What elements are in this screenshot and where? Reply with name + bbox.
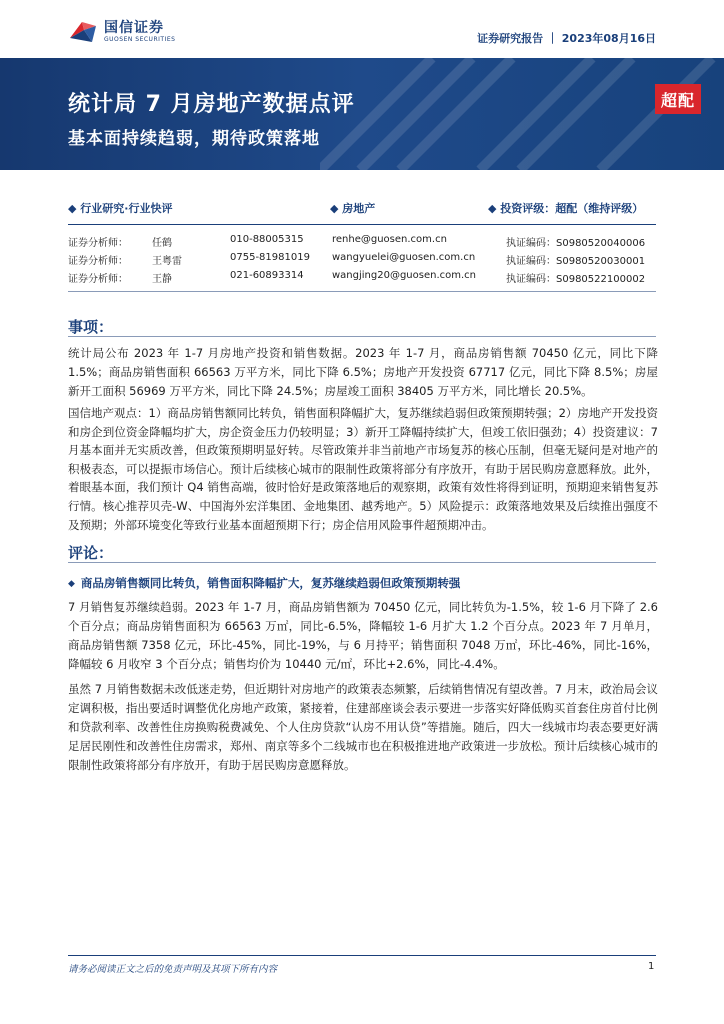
report-subtitle: 基本面持续趋弱，期待政策落地: [68, 129, 320, 149]
analyst-email[interactable]: wangjing20@guosen.com.cn: [332, 270, 477, 281]
analyst-row: [68, 234, 668, 252]
category-row: [68, 198, 656, 218]
analyst-name: 王静: [152, 274, 172, 285]
analyst-row: [68, 270, 668, 288]
guosen-logo-icon: [68, 18, 98, 46]
analyst-role: 证券分析师：: [68, 238, 128, 249]
events-paragraph-2: 国信地产观点：1）商品房销售额同比转负，销售面积降幅扩大，复苏继续趋弱但政策预期转强；2）房地产开发投资和房企到位资金降幅均扩大，房企资金压力仍较明显；3）新开工降幅持续扩大，但竣工依旧强劲；4）投资建议：7 月基本面并无实质改善，但政策预期明显好转。尽管政策并非当前地产市场复苏的核心压制，但毫无疑问是对地产的积极表态，可以提振市场信心。预计后续核心城市的限制性政策将部分有序放开，有助于居民购房意愿释放。此外，着眼基本面，我们预计 Q4 销售高端，彼时恰好是政策落地后的观察期，政策有效性将得到证明，预期迎来销售复苏行情。核心推荐贝壳-W、中国海外宏洋集团、金地集团、越秀地产。5）风险提示：政策落地效果及后续推出强度不及预期；外部环境变化等致行业基本面超预期下行；房企信用风险事件超预期冲击。: [68, 406, 658, 532]
analyst-role: 证券分析师：: [68, 256, 128, 267]
top-header: [0, 0, 724, 58]
category-industry: ◆ 行业研究·行业快评: [68, 202, 173, 215]
analyst-phone: 010-88005315: [230, 234, 304, 245]
divider: [68, 224, 656, 225]
analyst-name: 任鹤: [152, 238, 172, 249]
events-heading: 事项：: [68, 318, 114, 336]
footer-divider: [68, 955, 656, 956]
rating-badge: 超配: [655, 84, 701, 114]
analyst-email[interactable]: renhe@guosen.com.cn: [332, 234, 447, 245]
events-paragraph-1: 统计局公布 2023 年 1-7 月房地产投资和销售数据。2023 年 1-7 月，商品房销售额 70450 亿元，同比下降 1.5%；商品房销售面积 66563 万平方米，同比下降 6.5%；房地产开发投资 67717 亿元，同比下降 8.5%；房屋新开工面积 56969 万平方米，同比下降 24.5%；房屋竣工面积 38405 万平方米，同比增长 20.5%。: [68, 346, 658, 398]
divider: [68, 336, 656, 337]
report-meta: 证券研究报告 ｜ 2023年08月16日: [477, 32, 656, 45]
comments-heading: 评论：: [68, 544, 114, 562]
page-number: 1: [648, 961, 655, 972]
report-title: 统计局 7 月房地产数据点评: [68, 92, 355, 117]
title-banner: [0, 58, 724, 170]
analyst-phone: 021-60893314: [230, 270, 304, 281]
category-sector: ◆ 房地产: [330, 202, 376, 215]
comments-subheading-text: 商品房销售额同比转负，销售面积降幅扩大，复苏继续趋弱但政策预期转强: [80, 576, 461, 590]
divider: [68, 562, 656, 563]
analyst-cert: 执证编码：S0980522100002: [506, 274, 646, 285]
logo-name-en: GUOSEN SECURITIES: [104, 36, 176, 43]
analyst-cert: 执证编码：S0980520030001: [506, 256, 646, 267]
logo-name-cn: 国信证券: [104, 20, 164, 36]
comments-subheading: [68, 575, 460, 591]
guosen-logo[interactable]: [68, 18, 175, 46]
comments-paragraph-1: 7 月销售复苏继续趋弱。2023 年 1-7 月，商品房销售额为 70450 亿元，同比转负为-1.5%，较 1-6 月下降了 2.6 个百分点；商品房销售面积为 66563 万㎡，同比-6.5%，降幅较 1-6 月扩大 1.2 个百分点。2023 年 7 月单月，商品房销售额 7358 亿元，环比-45%，同比-19%，与 6 月持平；销售面积 7048 万㎡，环比-46%，同比-16%，降幅较 6 月收窄 3 个百分点；销售均价为 10440 元/㎡，环比+2.6%，同比-4.4%。: [68, 600, 658, 671]
analyst-name: 王粤雷: [152, 256, 182, 267]
analyst-cert: 执证编码：S0980520040006: [506, 238, 646, 249]
footer-disclaimer[interactable]: 请务必阅读正文之后的免责声明及其项下所有内容: [68, 964, 278, 975]
comments-paragraph-2: 虽然 7 月销售数据未改低迷走势，但近期针对房地产的政策表态频繁，后续销售情况有望改善。7 月末，政治局会议定调积极，指出要适时调整优化房地产政策，紧接着，住建部座谈会表示要进一步落实好降低购买首套住房首付比例和贷款利率、改善性住房换购税费减免、个人住房贷款“认房不用认贷”等措施。随后，四大一线城市均表态要更好满足居民刚性和改善性住房需求，郑州、南京等多个二线城市也在积极推进地产政策进一步放松。预计后续核心城市的限制性政策将部分有序放开，有助于居民购房意愿释放。: [68, 682, 658, 772]
divider: [68, 291, 656, 292]
banner-decoration: [320, 58, 724, 170]
analyst-phone: 0755-81981019: [230, 252, 310, 263]
analyst-email[interactable]: wangyuelei@guosen.com.cn: [332, 252, 476, 263]
diamond-bullet-icon: ◆: [68, 579, 75, 589]
category-rating: ◆ 投资评级：超配（维持评级）: [488, 202, 644, 215]
analyst-role: 证券分析师：: [68, 274, 128, 285]
analyst-row: [68, 252, 668, 270]
